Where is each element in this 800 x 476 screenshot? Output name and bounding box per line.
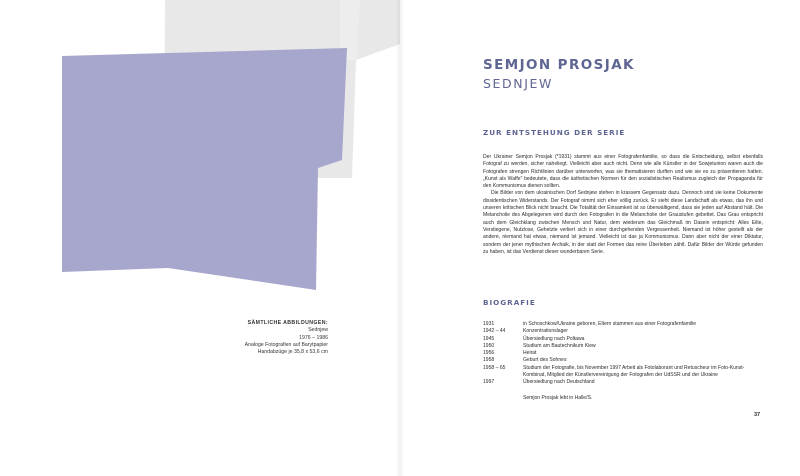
series-title: SEDNJEW bbox=[483, 76, 553, 91]
bio-text: Übersiedlung nach Poltawa bbox=[523, 335, 585, 342]
bio-text: Studium am Bautechnikum Kiew bbox=[523, 342, 596, 349]
bio-entry bbox=[483, 379, 763, 386]
biography-list bbox=[483, 321, 763, 402]
paragraph: Der Ukrainer Semjon Prosjak (*1931) stammt aus einer Fotografenfamilie, so dass die Entscheidung, selbst ebenfalls Fotograf zu werden, sicher naheliegt. Vielleicht aber auch nicht. Denn wie alle Künstler in der Sowjetunion waren auch die Fotografen strengen Richtlinien darüber unterworfen, was sie thematisieren durften und wie sie es zu präsentieren hatten. „Kunst als Waffe“ bedeutete, dass die ästhetischen Normen für den sozialistischen Realismus zugleich der Propaganda für den Kommunismus dienen sollten. bbox=[483, 154, 763, 190]
bio-text: Konzentrationslager bbox=[523, 328, 568, 335]
bio-text: Heirat bbox=[523, 350, 537, 357]
bio-text: Studium der Fotografie, bis November 1997 Arbeit als Fotolaborant und Retuscheur im Foto-Kunst-Kombinat, Mitglied der Künstlervereinigung der Fotografen der UdSSR und der Ukraine bbox=[523, 364, 745, 379]
credits-heading: SÄMTLICHE ABBILDUNGEN: bbox=[247, 320, 328, 326]
bio-text: Geburt des Sohnes bbox=[523, 357, 567, 364]
bio-entry bbox=[483, 336, 763, 343]
bio-entry bbox=[483, 343, 763, 350]
bio-year: 1997 bbox=[483, 379, 495, 386]
bio-text: Übersiedlung nach Deutschland bbox=[523, 379, 595, 386]
bio-note: Semjon Prosjak lebt in Halle/S. bbox=[523, 394, 593, 401]
bio-entry bbox=[483, 365, 763, 380]
credits-line: 1976 – 1986 bbox=[299, 334, 328, 341]
bio-entry bbox=[483, 357, 763, 364]
bio-year: 1958 – 65 bbox=[483, 364, 506, 371]
bio-year: 1942 – 44 bbox=[483, 328, 506, 335]
bio-entry bbox=[483, 328, 763, 335]
bio-year: 1950 bbox=[483, 342, 495, 349]
bio-text: in Schoschkow/Ukraine geboren, Eltern stammen aus einer Fotografenfamilie bbox=[523, 321, 697, 327]
credits-line: Handabzüge je 35,8 x 53,6 cm bbox=[257, 349, 328, 356]
paragraph: Die Bilder von dem ukrainischen Dorf Sednjew stehen in krassem Gegensatz dazu. Dennoch sind sie keine Dokumente dissidentischen Widerstands. Der Fotograf nimmt sich eher völlig zurück. Er sieht diese Landschaft als etwas, das ihn und unseren kritischen Blick nicht braucht. Die Totalität der Einsamkeit ist so überwältigend, dass sie jeden auf Abstand hält. Die Melancholie des Abgelegenen wird durch den Fotografen in die Melancholie der Graustufen gebettet. Das Grau entspricht auch dem Gleichklang zwischen Mensch und Natur, dem wiederum das Gleichmaß im Dasein entspricht: Alles Eilte, Verstiegene, Nutzlose, Gehetzte verliert sich in einer durchgehenden Vergessenheit. Niemand ist höher gestellt als der andere, niemand hat etwas, niemand ist jemand. Vielleicht ist das ja Kommunismus. Dann aber nicht der einer Diktatur, sondern der jener mythischen Archaik, in der statt der Formen das reine Überleben zählt. Dafür Bilder der Würde gefunden zu haben, ist das Verdienst dieser wunderbaren Serie. bbox=[483, 190, 763, 255]
bio-entry bbox=[483, 321, 763, 328]
bio-entry bbox=[483, 350, 763, 357]
series-description bbox=[483, 154, 763, 256]
page-number: 37 bbox=[754, 412, 761, 418]
bio-year: 1956 bbox=[483, 350, 495, 357]
image-credits bbox=[245, 320, 328, 356]
credits-line: Sednjew bbox=[308, 327, 328, 334]
lavender-shape bbox=[62, 48, 347, 290]
bio-year: 1958 bbox=[483, 357, 495, 364]
artist-name: SEMJON PROSJAK bbox=[483, 57, 635, 73]
series-section-heading: ZUR ENTSTEHUNG DER SERIE bbox=[483, 128, 626, 137]
bio-year: 1945 bbox=[483, 335, 495, 342]
bio-year: 1931 bbox=[483, 321, 495, 327]
right-page bbox=[400, 0, 800, 476]
biography-heading: BIOGRAFIE bbox=[483, 298, 536, 307]
credits-line: Analoge Fotografien auf Barytpapier bbox=[244, 341, 328, 348]
